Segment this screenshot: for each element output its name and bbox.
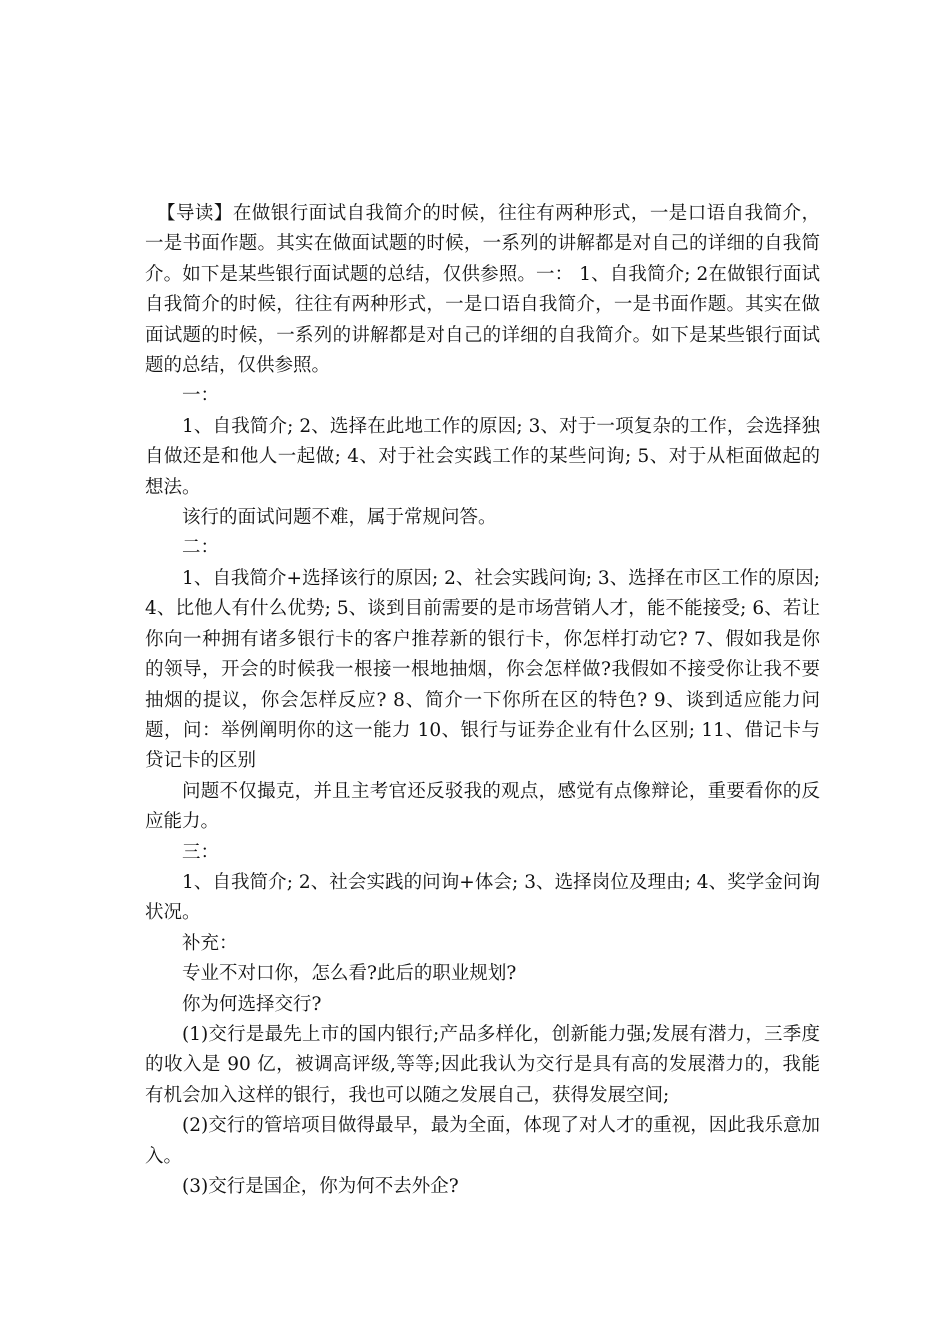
paragraph-answer-2: (2)交行的管培项目做得最早，最为全面，体现了对人才的重视，因此我乐意加入。 [145, 1115, 820, 1167]
section-heading-supplement: 补充： [182, 932, 238, 954]
section-heading-two: 二： [182, 537, 220, 559]
paragraph-answer-3: (3)交行是国企，你为何不去外企? [182, 1176, 459, 1197]
paragraph-comment-two: 问题不仅撮克，并且主考官还反驳我的观点，感觉有点像辩论，重要看你的反应能力。 [145, 780, 820, 833]
paragraph-comment-one: 该行的面试问题不难，属于常规问答。 [182, 507, 497, 529]
paragraph-questions-one: 1、自我简介; 2、选择在此地工作的原因; 3、对于一项复杂的工作，会选择独自做还是和他人一起做; 4、对于社会实践工作的某些问询; 5、对于从柜面做起的想法。 [145, 415, 820, 498]
paragraph-intro: 【导读】在做银行面试自我简介的时候，往往有两种形式，一是口语自我简介，一是书面作题。其实在做面试题的时候，一系列的讲解都是对自己的详细的自我简介。如下是某些银行面试题的总结，仅供参照。一： 1、自我简介; 2在做银行面试自我简介的时候，往往有两种形式，一是口语自我简介，一是书面作题。其实在做面试题的时候，一系列的讲解都是对自己的详细的自我简介。如下是某些银行面试题的总结，仅供参照。 [145, 203, 820, 377]
paragraph-supplement-question-1: 专业不对口你，怎么看?此后的职业规划? [182, 963, 517, 985]
document-body [145, 199, 820, 1202]
section-heading-three: 三： [182, 841, 220, 863]
paragraph-supplement-question-2: 你为何选择交行? [182, 993, 322, 1015]
paragraph-answer-1: (1)交行是最先上市的国内银行;产品多样化，创新能力强;发展有潜力，三季度的收入是 90 亿，被调高评级,等等;因此我认为交行是具有高的发展潜力的，我能有机会加入这样的银行，我也可以随之发展自己，获得发展空间; [145, 1023, 820, 1106]
paragraph-questions-two: 1、自我简介+选择该行的原因; 2、社会实践问询; 3、选择在市区工作的原因; 4、比他人有什么优势; 5、谈到目前需要的是市场营销人才，能不能接受; 6、若让你向一种拥有诸多银行卡的客户推荐新的银行卡，你怎样打动它? 7、假如我是你的领导，开会的时候我一根接一根地抽烟，你会怎样做?我假如不接受你让我不要抽烟的提议，你会怎样反应? 8、简介一下你所在区的特色? 9、谈到适应能力问题，问：举例阐明你的这一能力 10、银行与证券企业有什么区别; 11、借记卡与贷记卡的区别 [145, 567, 820, 772]
paragraph-questions-three: 1、自我简介; 2、社会实践的问询+体会; 3、选择岗位及理由; 4、奖学金问询状况。 [145, 871, 820, 924]
section-heading-one: 一： [182, 385, 220, 407]
